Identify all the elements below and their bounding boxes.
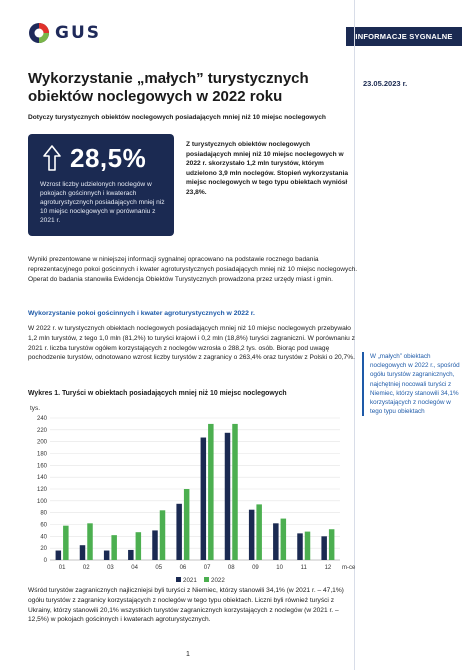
x-tick-label: 03	[107, 565, 114, 571]
bar-2021-11	[297, 533, 303, 560]
bar-2021-02	[80, 545, 86, 560]
bar-2021-05	[152, 530, 158, 560]
y-tick-label: 100	[36, 498, 47, 505]
x-axis-unit: m-ce	[342, 565, 356, 571]
kpi-box	[28, 134, 174, 236]
kpi-summary: Z turystycznych obiektów noclegowych posiadających mniej niż 10 miejsc noclegowych w 2022 r. skorzystało 1,2 mln turystów, którym udzielono 3,9 mln noclegów. Stopień wykorzystania miejsc noclegowych w tego typu obiektach wyniósł 23,8%.	[186, 141, 349, 196]
intro-paragraph: Wyniki prezentowane w niniejszej informacji sygnalnej opracowano na podstawie rocznego badania reprezentacyjnego pokoi gościnnych i kwater agroturystycznych posiadających mniej niż 10 miejsc noclegowych. Operat do badania stanowiła Ewidencja Obiektów Turystycznych prowadzona przez urzędy miast i gmin.	[28, 256, 358, 283]
x-tick-label: 07	[203, 565, 211, 571]
document-type-badge: INFORMACJE SYGNALNE	[346, 27, 462, 46]
page-number: 1	[186, 651, 190, 658]
chart-title: Wykres 1. Turyści w obiektach posiadających mniej niż 10 miejsc noclegowych	[28, 390, 287, 397]
bar-2021-06	[176, 504, 182, 560]
bar-2021-07	[201, 438, 207, 560]
legend-label-2022: 2022	[211, 577, 225, 584]
x-tick-label: 05	[155, 565, 163, 571]
y-tick-label: 40	[40, 534, 47, 541]
bar-2021-04	[128, 550, 134, 560]
x-tick-label: 10	[276, 565, 283, 571]
bar-2021-09	[249, 510, 255, 560]
section-paragraph: W 2022 r. w turystycznych obiektach noclegowych posiadających mniej niż 10 miejsc noclegowych przebywało 1,2 mln turystów, z tego 1,0 mln (81,2%) to turyści krajowi i 0,2 mln (18,8%) turyści zagraniczni. W porównaniu z 2021 r. liczba turystów ogółem korzystających z noclegów wzrosła o 288,2 tys. osób. Biorąc pod uwagę pochodzenie turystów, odnotowano wzrost liczby turystów z zagranicy o 263,4% oraz turystów z Polski o 20,7%.	[28, 325, 355, 362]
bar-2022-03	[111, 535, 117, 560]
x-tick-label: 02	[82, 565, 90, 571]
legend-swatch-2021	[176, 577, 181, 582]
y-tick-label: 20	[40, 546, 47, 553]
y-tick-label: 80	[40, 510, 47, 517]
bar-2022-07	[208, 424, 214, 560]
bar-2022-09	[256, 504, 262, 560]
bar-chart	[28, 400, 358, 585]
page-title: Wykorzystanie „małych” turystycznych obiektów noclegowych w 2022 roku	[28, 70, 309, 105]
x-tick-label: 01	[58, 565, 66, 571]
x-tick-label: 04	[131, 565, 138, 571]
bar-2022-01	[63, 526, 68, 560]
bar-2021-08	[225, 433, 231, 560]
bar-2021-01	[56, 551, 62, 560]
y-tick-label: 0	[43, 558, 47, 564]
gus-logo	[28, 22, 101, 44]
kpi-description: Wzrost liczby udzielonych noclegów w pokojach gościnnych i kwaterach agroturystycznych posiadających mniej niż 10 miejsc noclegowych w porównaniu z 2021 r.	[40, 181, 165, 224]
legend-label-2021: 2021	[183, 577, 197, 584]
legend-swatch-2022	[204, 577, 209, 582]
y-tick-label: 160	[36, 463, 47, 470]
logo-text: GUS	[55, 23, 102, 43]
bar-2021-03	[104, 551, 110, 560]
y-tick-label: 140	[36, 475, 47, 482]
bar-2022-08	[232, 424, 238, 560]
y-axis-unit: tys.	[30, 405, 41, 412]
x-tick-label: 08	[227, 565, 235, 571]
bar-2022-11	[305, 532, 311, 560]
kpi-value: 28,5%	[70, 143, 147, 173]
y-tick-label: 240	[36, 416, 47, 422]
bar-2022-12	[329, 529, 335, 560]
x-tick-label: 12	[324, 565, 332, 571]
section-heading: Wykorzystanie pokoi gościnnych i kwater agroturystycznych w 2022 r.	[28, 310, 255, 317]
bar-2022-10	[281, 519, 287, 560]
x-tick-label: 09	[252, 565, 259, 571]
y-tick-label: 120	[36, 487, 47, 493]
y-tick-label: 200	[36, 439, 47, 446]
bar-2022-02	[87, 523, 93, 560]
x-tick-label: 11	[300, 565, 307, 571]
bar-2021-12	[321, 536, 327, 560]
gus-logo-icon	[28, 22, 50, 44]
bar-2022-04	[136, 532, 142, 560]
publication-date: 23.05.2023 r.	[363, 79, 408, 88]
bar-2021-10	[273, 523, 279, 560]
closing-paragraph: Wśród turystów zagranicznych najliczniejsi byli turyści z Niemiec, którzy stanowili 34,1% (w 2021 r. – 47,1%) ogółu turystów z zagranicy korzystających z noclegów w tego typu obiektach. Liczni byli również turyści z Ukrainy, którzy stanowili 20,1% wszystkich turystów zagranicznych korzystających z noclegów (w 2021 r. – 12,5%) w pokojach gościnnych i kwaterach agroturystycznych.	[28, 587, 344, 624]
y-tick-label: 180	[36, 451, 47, 458]
sidebar-note: W „małych” obiektach noclegowych w 2022 r., spośród ogółu turystów zagranicznych, najchętniej nocowali turyści z Niemiec, którzy stanowili 34,1% korzystających z noclegów w tego typu obiektach	[362, 352, 462, 416]
page-subtitle: Dotyczy turystycznych obiektów noclegowych posiadających mniej niż 10 miejsc noclegowych	[28, 114, 326, 121]
bar-2022-05	[160, 510, 166, 560]
y-tick-label: 220	[36, 427, 47, 434]
bar-2022-06	[184, 489, 190, 560]
x-tick-label: 06	[179, 565, 187, 571]
y-tick-label: 60	[40, 522, 47, 529]
arrow-up-icon	[42, 144, 62, 172]
